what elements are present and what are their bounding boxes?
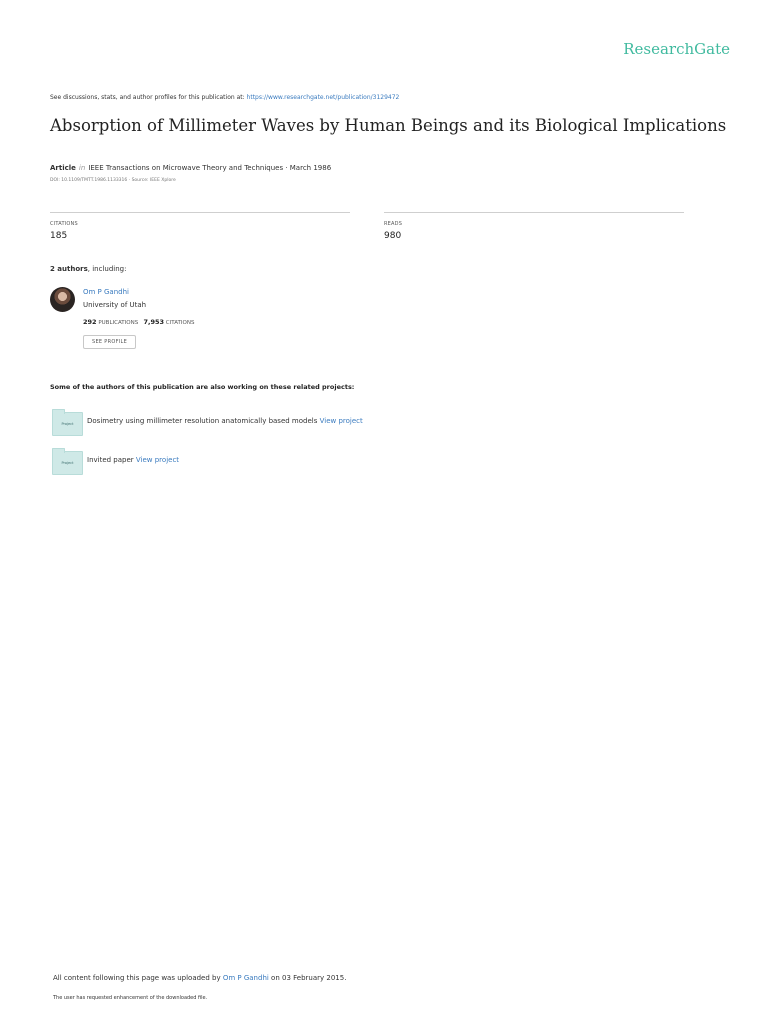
- authors-heading: [50, 265, 126, 273]
- article-type: Article: [50, 164, 76, 172]
- author-citations-label: CITATIONS: [165, 320, 195, 326]
- citations-label: CITATIONS: [50, 221, 78, 227]
- view-project-link[interactable]: View project: [135, 456, 180, 464]
- publication-url-link[interactable]: https://www.researchgate.net/publication/3129472: [246, 94, 400, 101]
- project-folder-icon: [52, 451, 83, 475]
- author-stats: [83, 318, 194, 326]
- author-citations-count: 7,953: [143, 318, 165, 326]
- in-label: in: [78, 164, 86, 172]
- reads-stat: [384, 212, 684, 241]
- upload-note: [53, 974, 346, 982]
- page-title: Absorption of Millimeter Waves by Human Beings and its Biological Implications: [50, 116, 727, 135]
- project-folder-icon: [52, 412, 83, 436]
- journal-info: IEEE Transactions on Microwave Theory and Techniques · March 1986: [88, 164, 332, 172]
- author-institution: University of Utah: [83, 301, 147, 309]
- upload-suffix: on 03 February 2015.: [268, 974, 347, 982]
- author-publications-count: 292: [83, 318, 97, 326]
- project-text: [87, 417, 363, 425]
- researchgate-logo[interactable]: ResearchGate: [623, 40, 730, 58]
- enhancement-note: The user has requested enhancement of the downloaded file.: [53, 995, 208, 1001]
- doi-line: DOI: 10.1109/TMTT.1986.1133316 · Source: IEEE Xplore: [50, 178, 176, 183]
- upload-prefix: All content following this page was uploaded by: [53, 974, 223, 982]
- author-avatar[interactable]: [50, 287, 75, 312]
- view-project-link[interactable]: View project: [319, 417, 363, 425]
- project-name: Invited paper: [87, 456, 134, 464]
- author-publications-label: PUBLICATIONS: [98, 320, 139, 326]
- project-icon-label: Project: [61, 422, 74, 426]
- citations-value: 185: [50, 231, 68, 241]
- authors-including: , including:: [87, 265, 127, 273]
- reads-value: 980: [384, 231, 402, 241]
- author-name-link[interactable]: Om P Gandhi: [83, 288, 129, 296]
- project-name: Dosimetry using millimeter resolution anatomically based models: [87, 417, 318, 425]
- see-profile-button[interactable]: SEE PROFILE: [83, 335, 136, 349]
- related-projects-heading: Some of the authors of this publication are also working on these related projects:: [50, 383, 355, 391]
- discussion-line: [50, 94, 399, 101]
- discussion-text: See discussions, stats, and author profiles for this publication at:: [50, 94, 247, 101]
- project-icon-label: Project: [61, 461, 74, 465]
- authors-count: 2 authors: [50, 265, 88, 273]
- reads-label: READS: [384, 221, 403, 227]
- uploader-link[interactable]: Om P Gandhi: [222, 974, 269, 982]
- project-text: [87, 456, 179, 464]
- citations-stat: [50, 212, 350, 241]
- article-meta: [50, 164, 331, 172]
